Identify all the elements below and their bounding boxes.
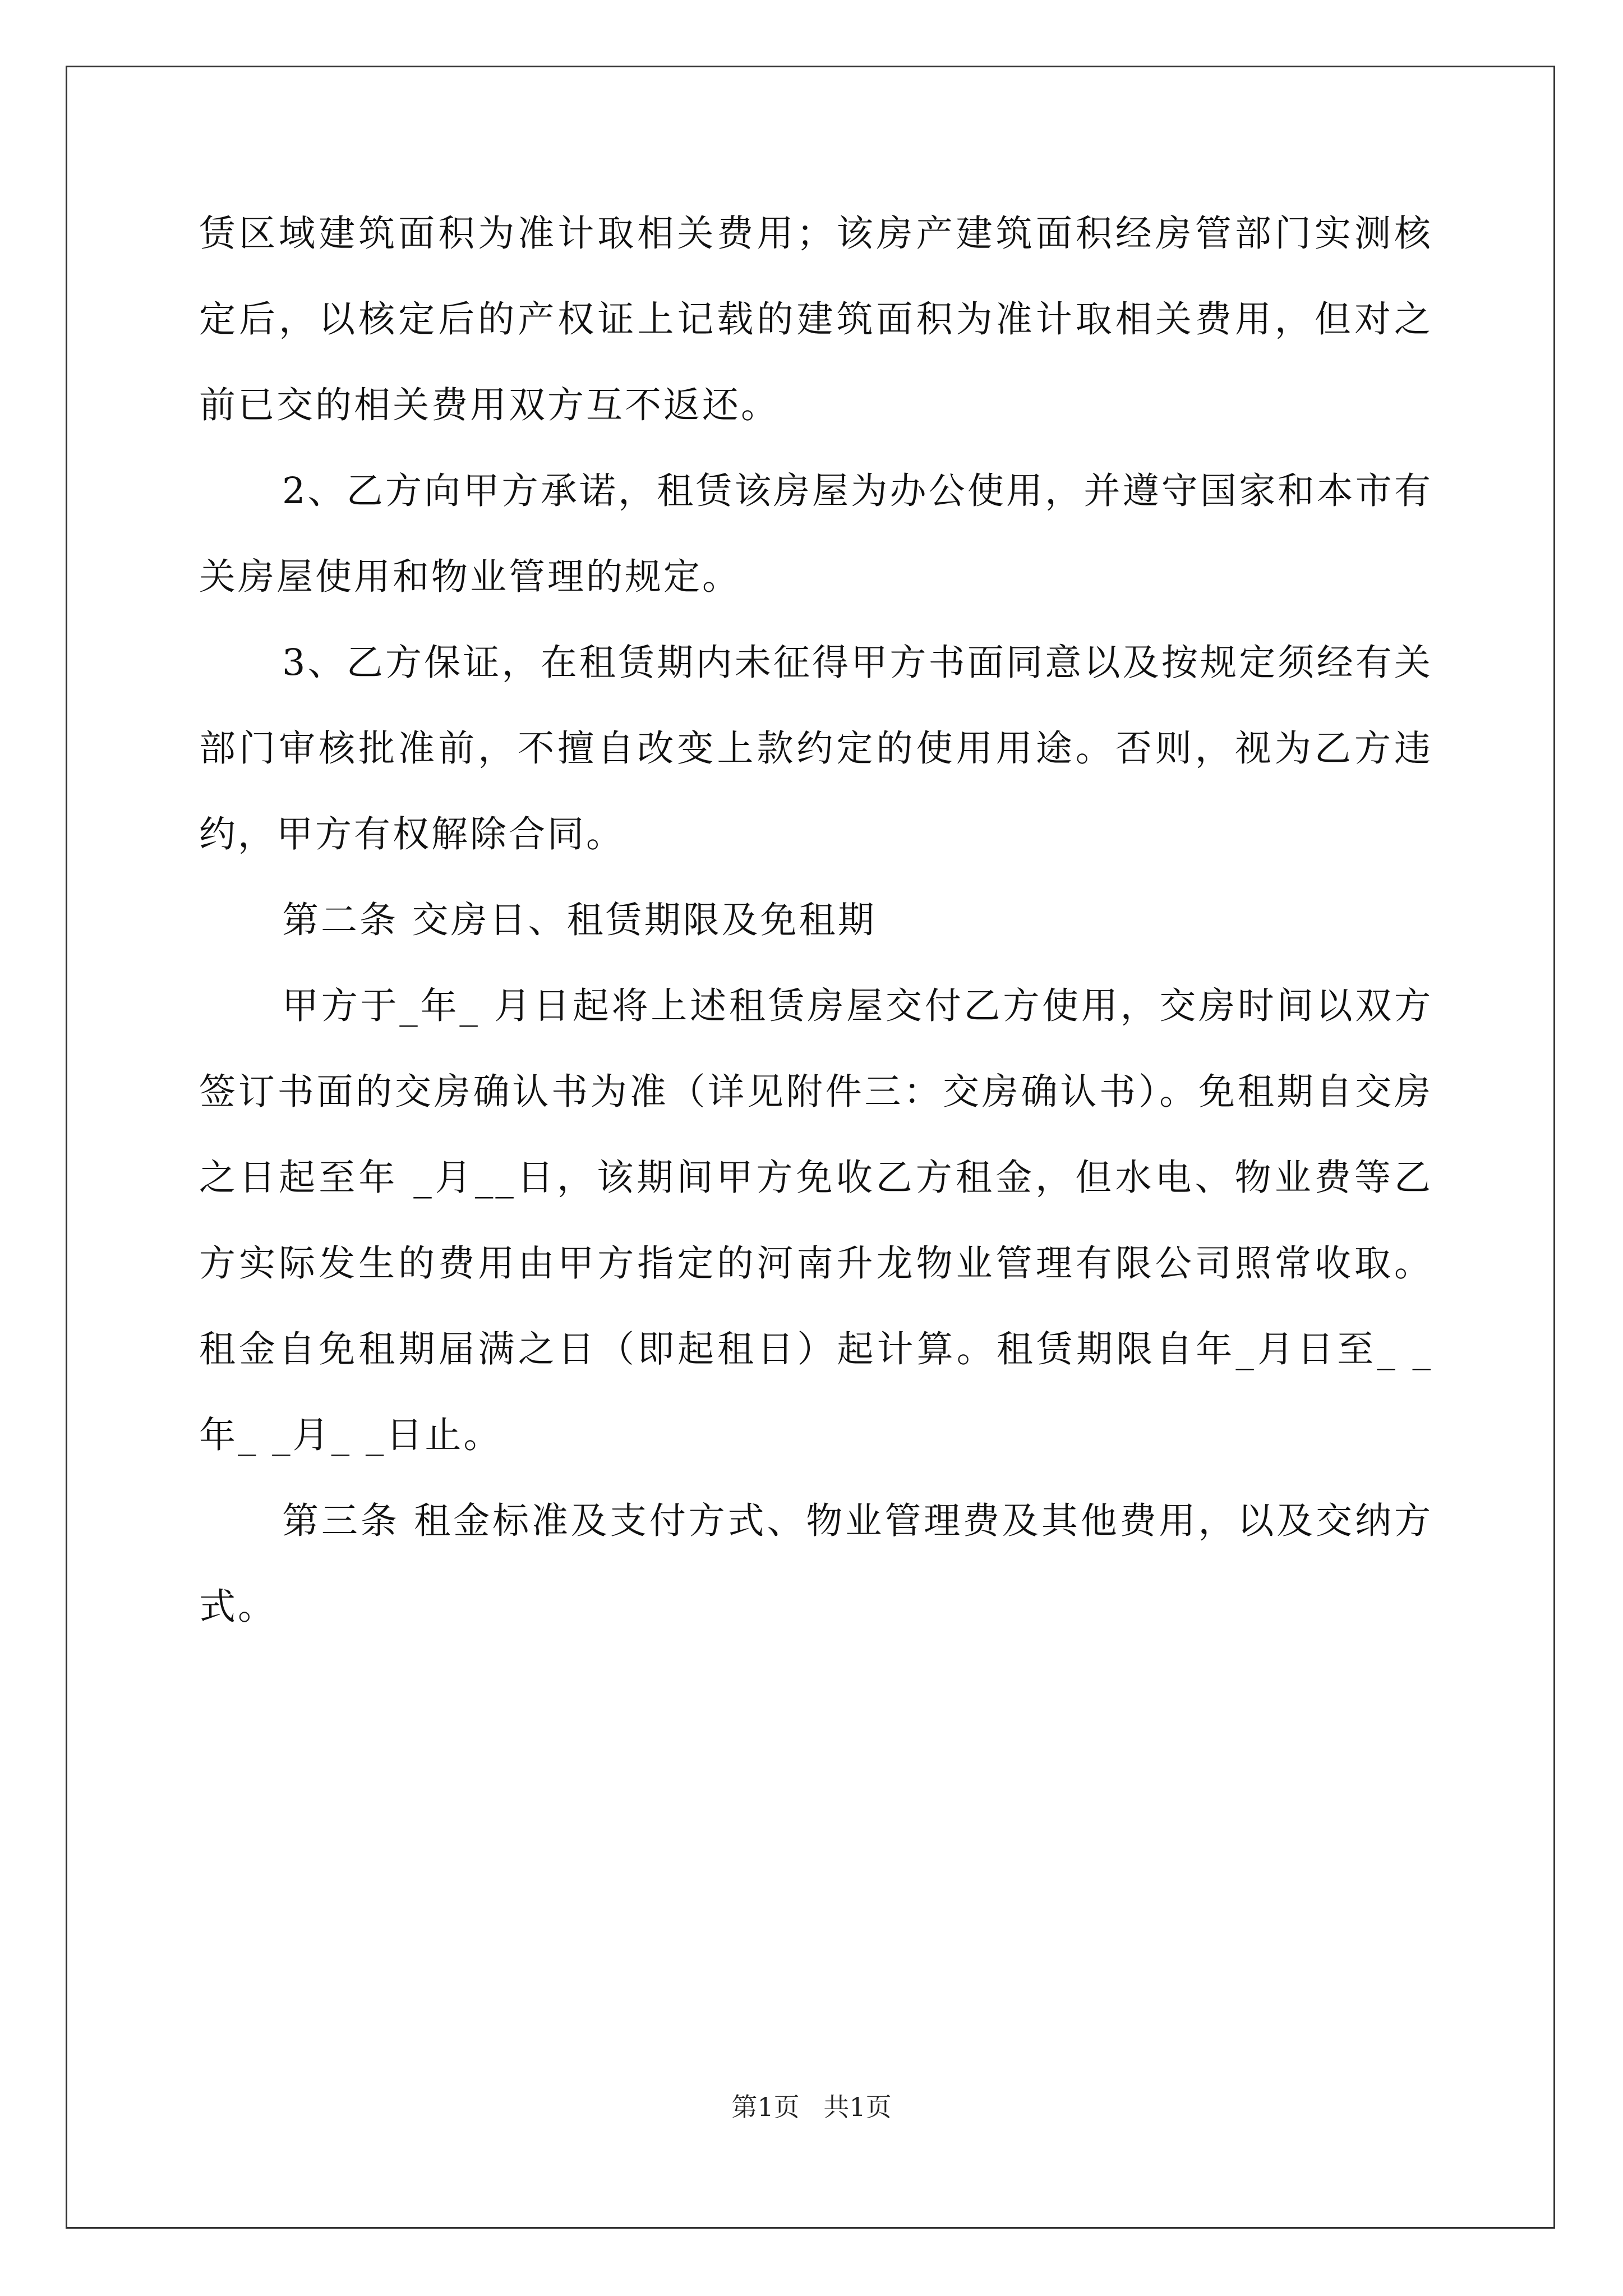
paragraph-area-fees: 赁区域建筑面积为准计取相关费用；该房产建筑面积经房管部门实测核定后，以核定后的产权证上记载的建筑面积为准计取相关费用，但对之前已交的相关费用双方互不返还。 <box>199 213 1433 426</box>
section-heading-article-3: 第三条 租金标准及支付方式、物业管理费及其他费用，以及交纳方式。 <box>199 1500 1433 1628</box>
paragraph-handover-lease-term: 甲方于_年_ 月日起将上述租赁房屋交付乙方使用，交房时间以双方签订书面的交房确认书为准（详见附件三：交房确认书）。免租期自交房之日起至年 _月__日，该期间甲方免收乙方租金，但水电、物业费等乙方实际发生的费用由甲方指定的河南升龙物业管理有限公司照常收取。租金自免租期届满之日（即起租日）起计算。租赁期限自年_月日至_ _年_ _月_ _日止。 <box>199 985 1433 1456</box>
page-number: 第1页 <box>731 2092 800 2122</box>
paragraph-clause-2: 2、乙方向甲方承诺，租赁该房屋为办公使用，并遵守国家和本市有关房屋使用和物业管理的规定。 <box>199 470 1433 598</box>
document-body <box>199 191 1433 1650</box>
paragraph-clause-3: 3、乙方保证，在租赁期内未征得甲方书面同意以及按规定须经有关部门审核批准前，不擅自改变上款约定的使用用途。否则，视为乙方违约，甲方有权解除合同。 <box>199 642 1433 855</box>
total-pages: 共1页 <box>823 2092 892 2122</box>
section-heading-article-2: 第二条 交房日、租赁期限及免租期 <box>282 899 877 941</box>
page-footer <box>0 2087 1623 2124</box>
